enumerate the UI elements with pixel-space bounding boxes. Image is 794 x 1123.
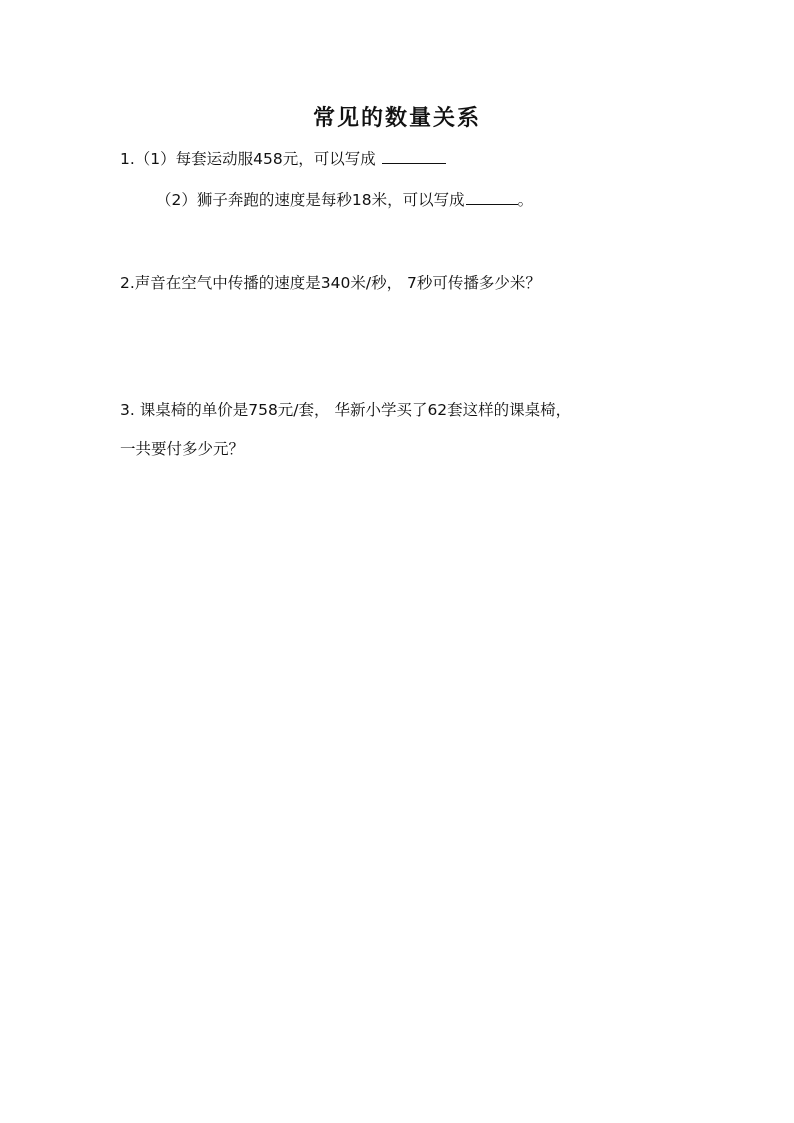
question-3-line-1 <box>120 399 571 421</box>
question-1-part-2 <box>156 189 533 211</box>
question-1-part-2-end: 。 <box>517 191 534 209</box>
question-3-text-line-2: 一共要付多少元？ <box>120 440 245 458</box>
question-3-text-line-1: 3. 课桌椅的单价是758元/套， 华新小学买了62套这样的课桌椅， <box>120 401 572 419</box>
page-title: 常见的数量关系 <box>312 105 481 131</box>
question-3-line-2 <box>120 438 244 460</box>
question-1-part-2-text: （2）狮子奔跑的速度是每秒18米，可以写成 <box>156 191 465 209</box>
question-2-text: 2.声音在空气中传播的速度是340米/秒， 7秒可传播多少米？ <box>120 274 541 292</box>
answer-blank-2 <box>466 190 518 205</box>
question-1-part-1-text: 1.（1）每套运动服458元，可以写成 <box>120 150 376 168</box>
question-1-part-1 <box>120 148 446 170</box>
question-2 <box>120 272 541 294</box>
answer-blank-1 <box>382 149 446 164</box>
